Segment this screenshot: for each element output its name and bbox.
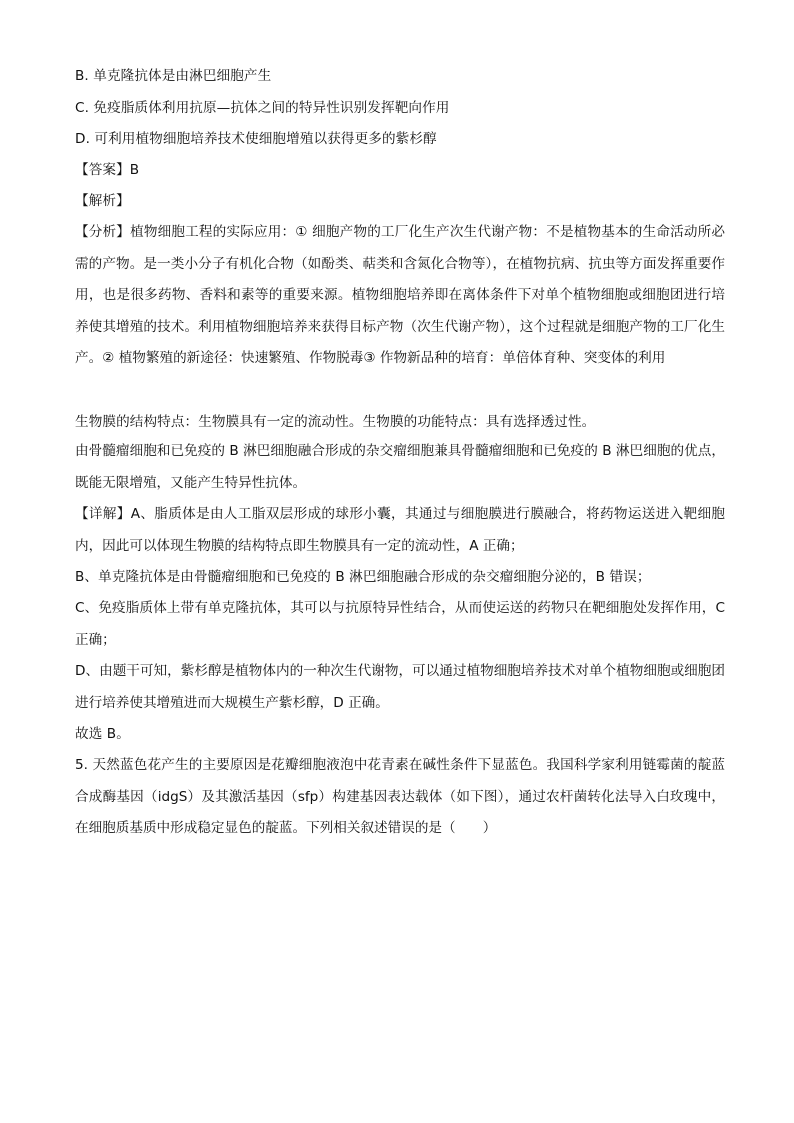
membrane-paragraph: 生物膜的结构特点：生物膜具有一定的流动性。生物膜的功能特点：具有选择透过性。 xyxy=(75,414,596,430)
option-d: D. 可利用植物细胞培养技术使细胞增殖以获得更多的紫杉醇 xyxy=(75,131,437,147)
detail-c-paragraph: C、免疫脂质体上带有单克隆抗体，其可以与抗原特异性结合，从而使运送的药物只在靶细胞处发挥作用，C 正确； xyxy=(75,600,725,648)
detail-label: 【详解】 xyxy=(75,506,131,522)
analysis-heading: 【解析】 xyxy=(75,193,130,209)
detail-b-paragraph: B、单克隆抗体是由骨髓瘤细胞和已免疫的 B 淋巴细胞融合形成的杂交瘤细胞分泌的，B 错误； xyxy=(75,569,651,585)
analysis-text: 植物细胞工程的实际应用：① 细胞产物的工厂化生产次生代谢产物：不是植物基本的生命活动所必需的产物。是一类小分子有机化合物（如酚类、萜类和含氮化合物等），在植物抗病、抗虫等方面发挥重要作用，也是很多药物、香料和素等的重要来源。植物细胞培养即在离体条件下对单个植物细胞或细胞团进行培养使其增殖的技术。利用植物细胞培养来获得目标产物（次生代谢产物），这个过程就是细胞产物的工厂化生产。② 植物繁殖的新途径：快速繁殖、作物脱毒③ 作物新品种的培育：单倍体育种、突变体的利用 xyxy=(75,224,725,366)
question-5-paragraph: 5. 天然蓝色花产生的主要原因是花瓣细胞液泡中花青素在碱性条件下显蓝色。我国科学家利用链霉菌的靛蓝合成酶基因（idgS）及其激活基因（sfp）构建基因表达载体（如下图），通过农杆菌转化法导入白玫瑰中，在细胞质基质中形成稳定显色的靛蓝。下列相关叙述错误的是（ ） xyxy=(75,757,725,836)
hybridoma-paragraph: 由骨髓瘤细胞和已免疫的 B 淋巴细胞融合形成的杂交瘤细胞兼具骨髓瘤细胞和已免疫的 B 淋巴细胞的优点，既能无限增殖，又能产生特异性抗体。 xyxy=(75,443,725,491)
detail-a-paragraph xyxy=(75,499,725,562)
option-b: B. 单克隆抗体是由淋巴细胞产生 xyxy=(75,68,272,84)
answer-label: 【答案】 xyxy=(75,162,130,178)
conclusion-line: 故选 B。 xyxy=(75,726,130,742)
answer-line xyxy=(75,161,139,179)
analysis-label: 【分析】 xyxy=(75,224,131,240)
option-c: C. 免疫脂质体利用抗原—抗体之间的特异性识别发挥靶向作用 xyxy=(75,100,450,116)
analysis-paragraph xyxy=(75,217,725,375)
detail-a-text: A、脂质体是由人工脂双层形成的球形小囊，其通过与细胞膜进行膜融合，将药物运送进入靶细胞内，因此可以体现生物膜的结构特点即生物膜具有一定的流动性，A 正确； xyxy=(75,506,726,554)
answer-value: B xyxy=(129,162,140,178)
detail-d-paragraph: D、由题干可知，紫杉醇是植物体内的一种次生代谢物，可以通过植物细胞培养技术对单个植物细胞或细胞团进行培养使其增殖进而大规模生产紫杉醇，D 正确。 xyxy=(75,663,725,711)
